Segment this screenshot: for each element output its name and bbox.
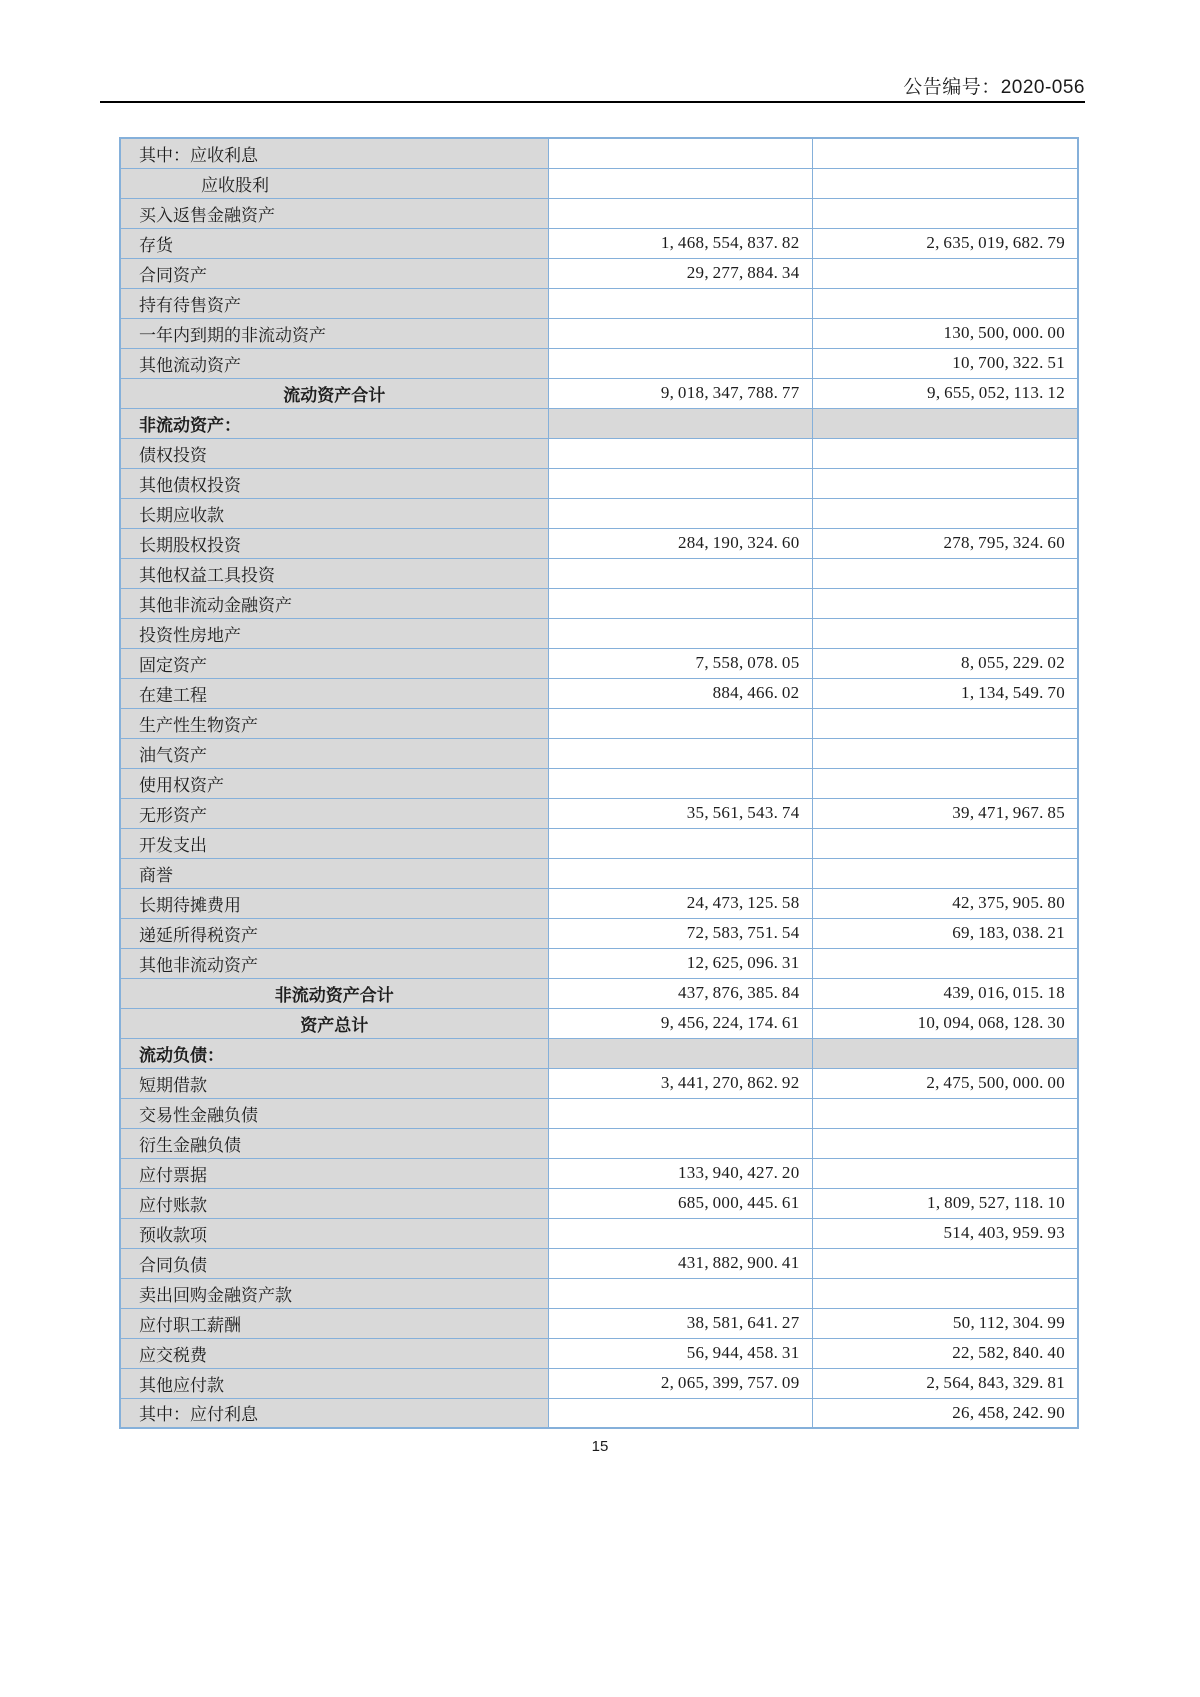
amount-col1 (548, 318, 812, 348)
table-row (120, 378, 1078, 408)
row-label: 使用权资产 (120, 768, 548, 798)
amount-col1: 284, 190, 324. 60 (548, 528, 812, 558)
table-row (120, 1338, 1078, 1368)
row-label: 其中：应付利息 (120, 1398, 548, 1428)
table-row (120, 648, 1078, 678)
amount-col2 (812, 948, 1078, 978)
amount-col1: 38, 581, 641. 27 (548, 1308, 812, 1338)
table-row (120, 318, 1078, 348)
table-row (120, 588, 1078, 618)
row-label: 油气资产 (120, 738, 548, 768)
announcement-number: 公告编号：2020-056 (903, 77, 1085, 98)
amount-col1 (548, 1128, 812, 1158)
table-row (120, 558, 1078, 588)
table-row (120, 708, 1078, 738)
amount-col2 (812, 198, 1078, 228)
amount-col1: 431, 882, 900. 41 (548, 1248, 812, 1278)
amount-col1 (548, 1038, 812, 1068)
amount-col1: 3, 441, 270, 862. 92 (548, 1068, 812, 1098)
amount-col1 (548, 708, 812, 738)
row-label: 应付票据 (120, 1158, 548, 1188)
table-row (120, 498, 1078, 528)
table-row (120, 1098, 1078, 1128)
table-row (120, 348, 1078, 378)
amount-col2: 50, 112, 304. 99 (812, 1308, 1078, 1338)
row-label: 开发支出 (120, 828, 548, 858)
page-number: 15 (591, 1438, 609, 1455)
amount-col1: 884, 466. 02 (548, 678, 812, 708)
row-label: 无形资产 (120, 798, 548, 828)
table-row (120, 1308, 1078, 1338)
amount-col1 (548, 1278, 812, 1308)
row-label: 一年内到期的非流动资产 (120, 318, 548, 348)
row-label: 其他流动资产 (120, 348, 548, 378)
amount-col2 (812, 1128, 1078, 1158)
table-row (120, 798, 1078, 828)
amount-col2 (812, 738, 1078, 768)
amount-col2 (812, 1158, 1078, 1188)
table-row (120, 528, 1078, 558)
row-label: 在建工程 (120, 678, 548, 708)
table-row (120, 168, 1078, 198)
table-row (120, 1278, 1078, 1308)
amount-col1: 35, 561, 543. 74 (548, 798, 812, 828)
table-row (120, 468, 1078, 498)
amount-col2: 10, 094, 068, 128. 30 (812, 1008, 1078, 1038)
amount-col1 (548, 198, 812, 228)
amount-col2 (812, 1278, 1078, 1308)
amount-col1 (548, 738, 812, 768)
amount-col1 (548, 408, 812, 438)
row-label: 存货 (120, 228, 548, 258)
table-row (120, 1128, 1078, 1158)
amount-col1: 56, 944, 458. 31 (548, 1338, 812, 1368)
amount-col2 (812, 168, 1078, 198)
amount-col1 (548, 438, 812, 468)
amount-col1 (548, 618, 812, 648)
amount-col1 (548, 498, 812, 528)
row-label: 生产性生物资产 (120, 708, 548, 738)
row-label: 其他权益工具投资 (120, 558, 548, 588)
amount-col1: 9, 018, 347, 788. 77 (548, 378, 812, 408)
amount-col2 (812, 1098, 1078, 1128)
amount-col1: 29, 277, 884. 34 (548, 258, 812, 288)
amount-col1: 1, 468, 554, 837. 82 (548, 228, 812, 258)
row-label: 递延所得税资产 (120, 918, 548, 948)
row-label: 长期应收款 (120, 498, 548, 528)
amount-col2 (812, 258, 1078, 288)
amount-col2: 39, 471, 967. 85 (812, 798, 1078, 828)
amount-col1 (548, 468, 812, 498)
amount-col2: 278, 795, 324. 60 (812, 528, 1078, 558)
table-row (120, 1068, 1078, 1098)
amount-col2: 1, 809, 527, 118. 10 (812, 1188, 1078, 1218)
table-row (120, 978, 1078, 1008)
amount-col1: 9, 456, 224, 174. 61 (548, 1008, 812, 1038)
balance-sheet-table (119, 137, 1079, 1429)
amount-col2 (812, 1038, 1078, 1068)
row-label: 其他非流动资产 (120, 948, 548, 978)
table-row (120, 228, 1078, 258)
amount-col1: 2, 065, 399, 757. 09 (548, 1368, 812, 1398)
amount-col2: 10, 700, 322. 51 (812, 348, 1078, 378)
amount-col2: 42, 375, 905. 80 (812, 888, 1078, 918)
table-row (120, 258, 1078, 288)
row-label: 投资性房地产 (120, 618, 548, 648)
row-label: 卖出回购金融资产款 (120, 1278, 548, 1308)
table-row (120, 678, 1078, 708)
amount-col2: 2, 475, 500, 000. 00 (812, 1068, 1078, 1098)
amount-col1: 133, 940, 427. 20 (548, 1158, 812, 1188)
table-row (120, 888, 1078, 918)
row-label: 其他非流动金融资产 (120, 588, 548, 618)
table-row (120, 618, 1078, 648)
amount-col2: 1, 134, 549. 70 (812, 678, 1078, 708)
table-row (120, 1158, 1078, 1188)
amount-col1 (548, 1218, 812, 1248)
table-row (120, 948, 1078, 978)
amount-col2 (812, 438, 1078, 468)
amount-col2: 26, 458, 242. 90 (812, 1398, 1078, 1428)
row-label: 其中：应收利息 (120, 138, 548, 168)
row-label: 其他债权投资 (120, 468, 548, 498)
amount-col1 (548, 828, 812, 858)
table-row (120, 408, 1078, 438)
row-label: 债权投资 (120, 438, 548, 468)
amount-col2 (812, 498, 1078, 528)
row-label: 交易性金融负债 (120, 1098, 548, 1128)
amount-col1: 685, 000, 445. 61 (548, 1188, 812, 1218)
amount-col2: 69, 183, 038. 21 (812, 918, 1078, 948)
table-row (120, 1368, 1078, 1398)
row-label: 非流动资产合计 (120, 978, 548, 1008)
amount-col2: 2, 635, 019, 682. 79 (812, 228, 1078, 258)
amount-col1 (548, 348, 812, 378)
amount-col1 (548, 138, 812, 168)
amount-col2 (812, 708, 1078, 738)
amount-col2 (812, 858, 1078, 888)
row-label: 预收款项 (120, 1218, 548, 1248)
amount-col2: 9, 655, 052, 113. 12 (812, 378, 1078, 408)
amount-col1 (548, 768, 812, 798)
row-label: 短期借款 (120, 1068, 548, 1098)
table-row (120, 198, 1078, 228)
table-row (120, 138, 1078, 168)
amount-col1 (548, 558, 812, 588)
amount-col1: 437, 876, 385. 84 (548, 978, 812, 1008)
amount-col1 (548, 288, 812, 318)
table-row (120, 438, 1078, 468)
header-divider (100, 101, 1085, 103)
table-row (120, 1248, 1078, 1278)
amount-col1: 24, 473, 125. 58 (548, 888, 812, 918)
amount-col2: 22, 582, 840. 40 (812, 1338, 1078, 1368)
row-label: 衍生金融负债 (120, 1128, 548, 1158)
table-row (120, 288, 1078, 318)
amount-col1 (548, 1398, 812, 1428)
row-label: 应交税费 (120, 1338, 548, 1368)
row-label: 流动资产合计 (120, 378, 548, 408)
row-label: 其他应付款 (120, 1368, 548, 1398)
amount-col2 (812, 138, 1078, 168)
amount-col1 (548, 168, 812, 198)
row-label: 非流动资产： (120, 408, 548, 438)
amount-col2 (812, 588, 1078, 618)
row-label: 固定资产 (120, 648, 548, 678)
amount-col2 (812, 408, 1078, 438)
table-row (120, 1398, 1078, 1428)
amount-col1 (548, 858, 812, 888)
amount-col2: 8, 055, 229. 02 (812, 648, 1078, 678)
row-label: 流动负债： (120, 1038, 548, 1068)
table-row (120, 1008, 1078, 1038)
amount-col2 (812, 558, 1078, 588)
table-row (120, 828, 1078, 858)
table-row (120, 1188, 1078, 1218)
amount-col2 (812, 1248, 1078, 1278)
row-label: 应付账款 (120, 1188, 548, 1218)
table-row (120, 768, 1078, 798)
amount-col2 (812, 768, 1078, 798)
amount-col2: 130, 500, 000. 00 (812, 318, 1078, 348)
row-label: 应付职工薪酬 (120, 1308, 548, 1338)
row-label: 资产总计 (120, 1008, 548, 1038)
amount-col2 (812, 468, 1078, 498)
balance-sheet-body (120, 138, 1078, 1428)
row-label: 应收股利 (120, 168, 548, 198)
amount-col1: 12, 625, 096. 31 (548, 948, 812, 978)
table-row (120, 1218, 1078, 1248)
amount-col2 (812, 288, 1078, 318)
row-label: 买入返售金融资产 (120, 198, 548, 228)
amount-col2 (812, 618, 1078, 648)
amount-col1: 72, 583, 751. 54 (548, 918, 812, 948)
table-row (120, 858, 1078, 888)
amount-col2: 2, 564, 843, 329. 81 (812, 1368, 1078, 1398)
amount-col2 (812, 828, 1078, 858)
amount-col2: 439, 016, 015. 18 (812, 978, 1078, 1008)
table-row (120, 738, 1078, 768)
table-row (120, 1038, 1078, 1068)
row-label: 长期股权投资 (120, 528, 548, 558)
amount-col1 (548, 588, 812, 618)
row-label: 商誉 (120, 858, 548, 888)
amount-col2: 514, 403, 959. 93 (812, 1218, 1078, 1248)
row-label: 合同负债 (120, 1248, 548, 1278)
table-row (120, 918, 1078, 948)
row-label: 持有待售资产 (120, 288, 548, 318)
row-label: 合同资产 (120, 258, 548, 288)
amount-col1: 7, 558, 078. 05 (548, 648, 812, 678)
row-label: 长期待摊费用 (120, 888, 548, 918)
amount-col1 (548, 1098, 812, 1128)
